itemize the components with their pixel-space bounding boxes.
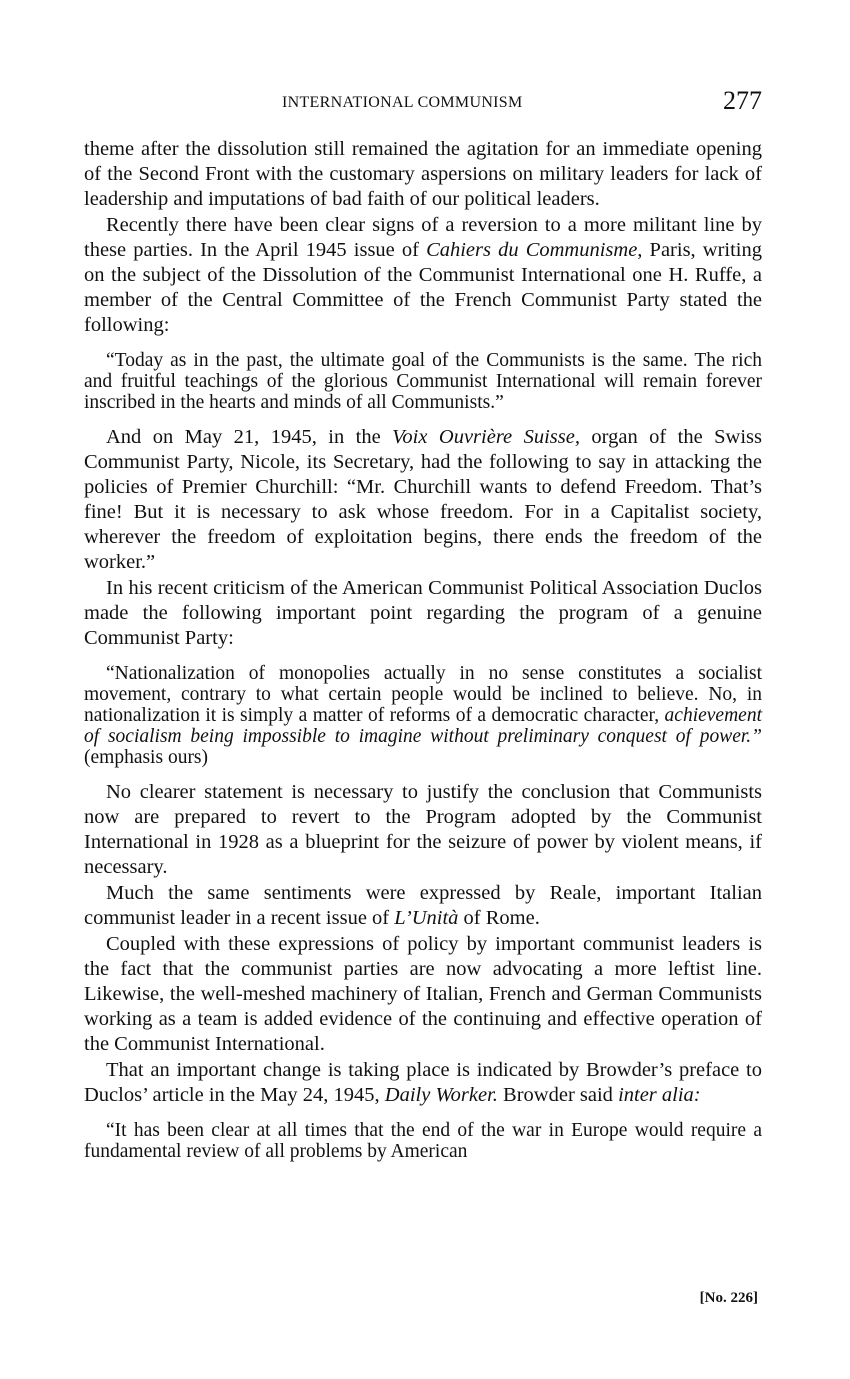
paragraph-text: No clearer statement is necessary to justify the conclusion that Communists now are prepared to revert to the Program adopted by the Communist International in 1928 as a blueprint for the seizure of power by violent means, if necessary.: [84, 781, 762, 878]
page-number: 277: [723, 86, 762, 115]
paragraph-text: That an important change is taking place is indicated by Browder’s preface to Duclos’ article in the May 24, 1945,: [84, 1059, 762, 1106]
paragraph-conclusion: [84, 780, 762, 880]
block-quote-browder: [84, 1120, 762, 1162]
paragraph-continuation: [84, 137, 762, 212]
publication-title: Voix Ouvrière Suisse,: [392, 426, 580, 448]
quote-emphasis: achievement of socialism being impossible to imagine without preliminary conquest of power.”: [84, 705, 762, 747]
paragraph-nicole: [84, 425, 762, 575]
paragraph-text: Paris, writing on the subject of the Dissolution of the Communist International one H. Ruffe, a member of the Central Committee of the French Communist Party stated the following:: [84, 239, 762, 336]
latin-phrase: inter alia:: [618, 1084, 701, 1106]
paragraph-text: Much the same sentiments were expressed by Reale, important Italian communist leader in a recent issue of: [84, 882, 762, 929]
running-head: INTERNATIONAL COMMUNISM: [282, 94, 523, 111]
page-header: [84, 82, 762, 122]
paragraph-browder: [84, 1058, 762, 1108]
paragraph-text: Coupled with these expressions of policy by important communist leaders is the fact that the communist parties are now advocating a more leftist line. Likewise, the well-meshed machinery of Italian, French and German Communists working as a team is added evidence of the continuing and effective operation of the Communist International.: [84, 933, 762, 1055]
paragraph-text: organ of the Swiss Communist Party, Nicole, its Secretary, had the following to say in attacking the policies of Premier Churchill: “Mr. Churchill wants to defend Freedom. That’s fine! But it is necessary to ask whose freedom. For in a Capitalist society, wherever the freedom of exploitation begins, there ends the freedom of the worker.”: [84, 426, 762, 573]
body-text: [84, 137, 762, 1162]
paragraph-ruffe-intro: [84, 213, 762, 338]
publication-title: L’Unità: [394, 907, 459, 929]
paragraph-text: Recently there have been clear signs of a reversion to a more militant line by these parties. In the April 1945 issue of: [84, 214, 762, 261]
paragraph-leftist-line: [84, 932, 762, 1057]
paragraph-text: theme after the dissolution still remained the agitation for an immediate opening of the Second Front with the customary aspersions on military leaders for lack of leadership and imputations of bad faith of our political leaders.: [84, 138, 762, 210]
quote-text: “It has been clear at all times that the end of the war in Europe would require a fundamental review of all problems by American: [84, 1120, 762, 1162]
block-quote-duclos: [84, 663, 762, 768]
footer-document-number: [No. 226]: [699, 1290, 758, 1306]
paragraph-duclos-intro: [84, 576, 762, 651]
paragraph-text: In his recent criticism of the American Communist Political Association Duclos made the following important point regarding the program of a genuine Communist Party:: [84, 577, 762, 649]
publication-title: Cahiers du Communisme,: [426, 239, 643, 261]
publication-title: Daily Worker.: [384, 1084, 498, 1106]
paragraph-text: of Rome.: [458, 907, 540, 929]
paragraph-reale: [84, 881, 762, 931]
quote-text: “Today as in the past, the ultimate goal of the Communists is the same. The rich and fruitful teachings of the glorious Communist International will remain forever inscribed in the hearts and minds of all Communists.”: [84, 350, 762, 413]
document-page: [84, 0, 762, 1379]
quote-text: (emphasis ours): [84, 747, 209, 768]
quote-text: “Nationalization of monopolies actually in no sense constitutes a socialist movement, contrary to what certain people would be inclined to believe. No, in nationalization it is simply a matter of reforms of a democratic character,: [84, 663, 762, 726]
block-quote-ruffe: [84, 350, 762, 413]
paragraph-text: And on May 21, 1945, in the: [106, 426, 393, 448]
paragraph-text: Browder said: [497, 1084, 619, 1106]
